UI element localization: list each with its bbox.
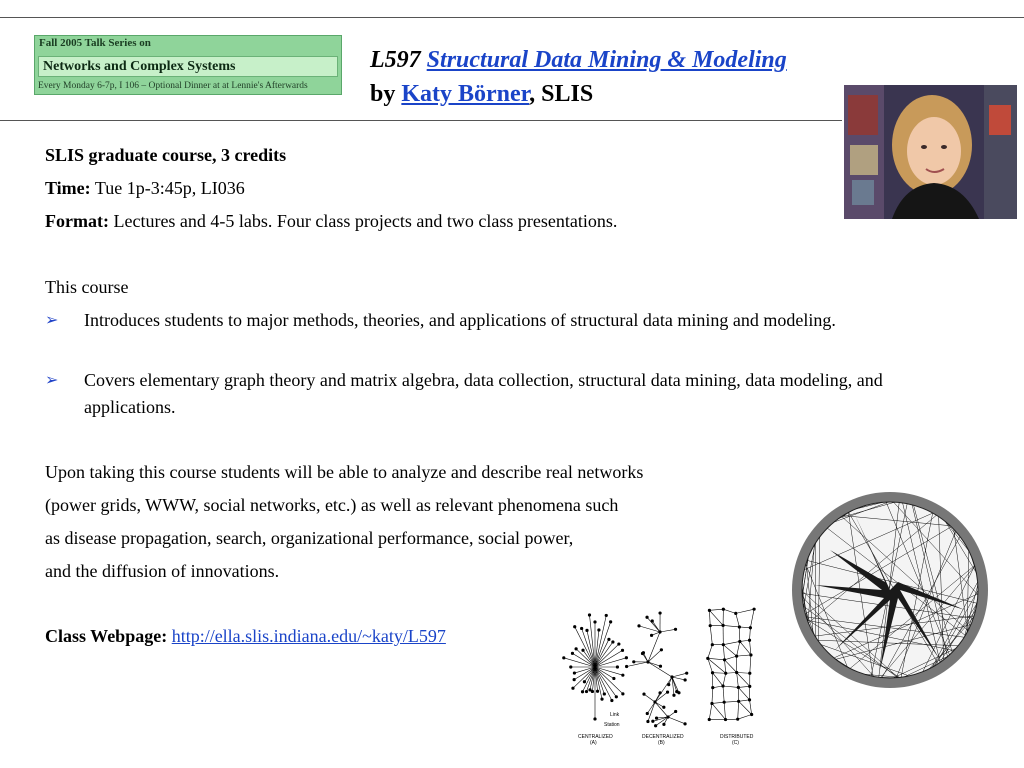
bullet-text: Covers elementary graph theory and matrix algebra, data collection, structural data mining, data modeling, and applications. [84, 370, 883, 417]
instructor-link[interactable]: Katy Börner [401, 81, 530, 107]
caption-link: Link [610, 712, 620, 718]
banner-title: Networks and Complex Systems [38, 56, 338, 77]
banner-series-line: Fall 2005 Talk Series on [39, 37, 151, 49]
webpage-row [45, 626, 446, 647]
caption-decentralized: DECENTRALIZED [642, 734, 684, 740]
header-divider [0, 120, 842, 121]
caption-station: Station [604, 722, 620, 728]
instructor-photo [844, 85, 1017, 219]
outcome-line: and the diffusion of innovations. [45, 561, 280, 581]
bullet-arrow-icon: ➢ [45, 372, 59, 389]
bullet-item [45, 367, 945, 421]
by-label: by [370, 81, 396, 107]
bullet-item [45, 307, 945, 334]
bullet-text: Introduces students to major methods, theories, and applications of structural data mining and modeling. [84, 310, 836, 330]
format-row [45, 211, 617, 232]
time-row [45, 178, 245, 199]
course-code: L597 [370, 47, 421, 73]
caption-centralized: CENTRALIZED [578, 734, 613, 740]
time-label: Time: [45, 178, 91, 198]
outcome-line: as disease propagation, search, organizational performance, social power, [45, 528, 574, 548]
network-topologies-figure [560, 602, 770, 748]
format-label: Format: [45, 211, 109, 231]
time-value: Tue 1p-3:45p, LI036 [94, 178, 245, 198]
webpage-label: Class Webpage: [45, 626, 168, 646]
caption-distributed: DISTRIBUTED [720, 734, 754, 740]
outcome-line: Upon taking this course students will be able to analyze and describe real networks [45, 462, 644, 482]
format-value: Lectures and 4-5 labs. Four class projects and two class presentations. [113, 211, 618, 231]
caption-centralized-sub: (A) [590, 740, 597, 746]
course-title-link[interactable]: Structural Data Mining & Modeling [426, 47, 787, 73]
webpage-link[interactable]: http://ella.slis.indiana.edu/~katy/L597 [171, 626, 446, 646]
talk-series-banner [34, 35, 342, 95]
top-divider [0, 17, 1024, 18]
caption-distributed-sub: (C) [732, 740, 739, 746]
banner-schedule: Every Monday 6-7p, I 106 – Optional Dinner at at Lennie's Afterwards [38, 81, 308, 91]
circular-network-figure [790, 490, 990, 690]
outcome-line: (power grids, WWW, social networks, etc.) as well as relevant phenomena such [45, 495, 619, 515]
department-label: , SLIS [529, 81, 594, 107]
bullet-arrow-icon: ➢ [45, 312, 59, 329]
course-intro: This course [45, 277, 129, 297]
caption-decentralized-sub: (B) [658, 740, 665, 746]
course-type: SLIS graduate course, 3 credits [45, 145, 287, 165]
course-title-block [370, 43, 787, 111]
